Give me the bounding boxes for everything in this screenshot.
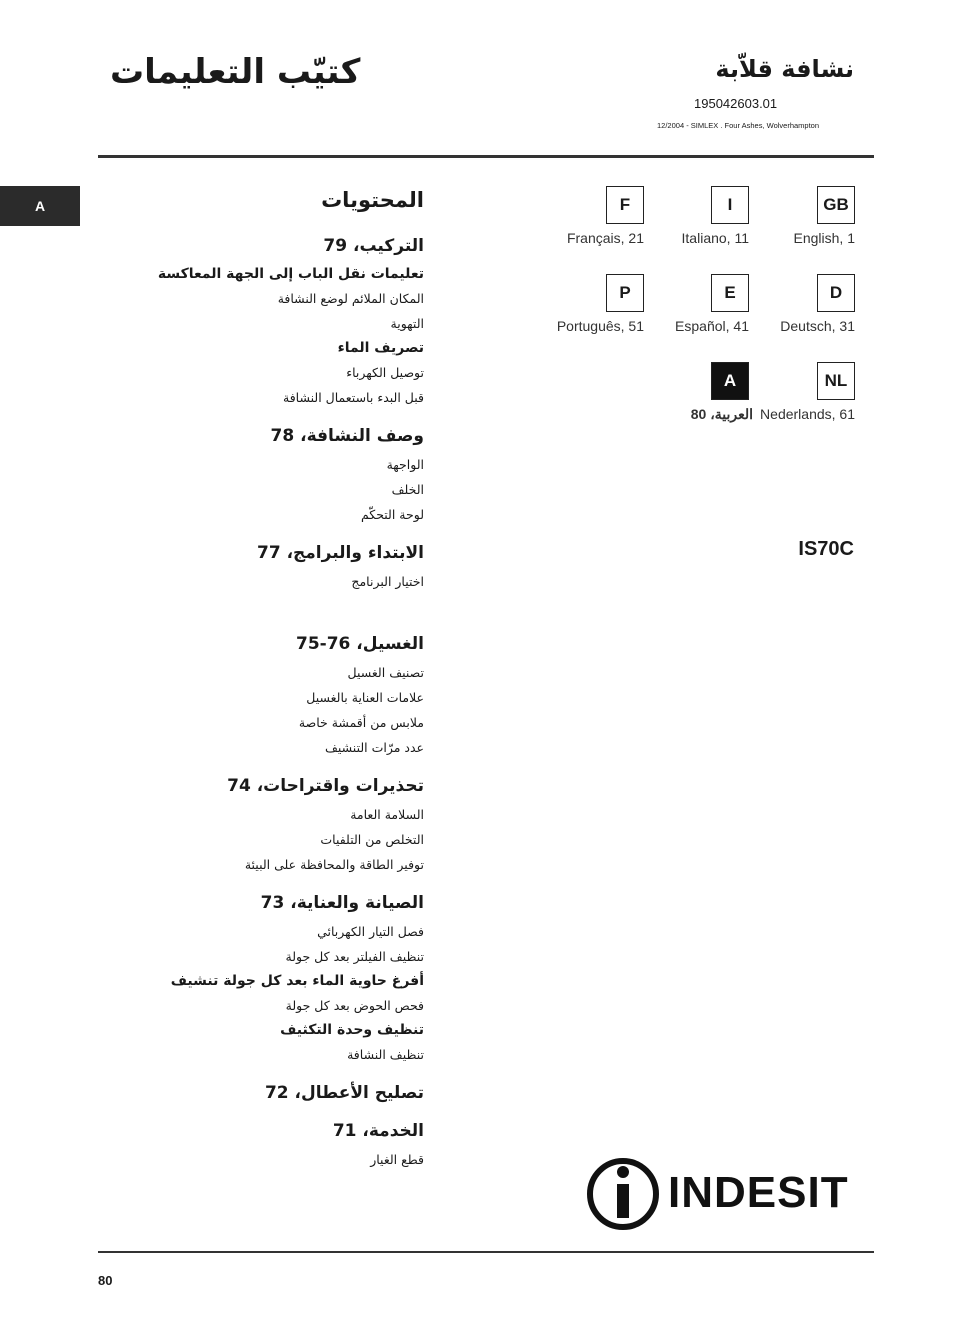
contents-section [94,1119,424,1172]
section-item: تنظيف وحدة التكثيف [280,1022,424,1038]
contents-section [94,891,424,1067]
product-title: نشافة قلاّبة [715,55,854,83]
page-number: 80 [98,1273,113,1288]
side-tab-label: A [34,198,46,214]
contents-section [94,774,424,877]
indesit-logo [585,1156,855,1232]
bottom-divider [98,1251,874,1253]
contents-section [94,632,424,760]
language-box-nl: NL [817,362,855,400]
section-heading: تصليح الأعطال، 72 [264,1083,424,1103]
section-item: قبل البدء باستعمال النشافة [283,390,424,405]
language-box-e: E [711,274,749,312]
section-item: التهوية [390,316,424,331]
language-box-i: I [711,186,749,224]
section-heading: التركيب، 79 [323,236,424,256]
section-item: تنظيف الفيلتر بعد كل جولة [285,949,424,964]
language-label: Deutsch, 31 [780,318,855,334]
section-item: ملابس من أقمشة خاصة [298,715,424,730]
language-box-a: A [711,362,749,400]
document-code: 195042603.01 [694,96,778,111]
section-item: توفير الطاقة والمحافظة على البيئة [244,857,424,872]
language-label: Nederlands, 61 [760,406,855,422]
section-item: علامات العناية بالغسيل [306,690,424,705]
section-heading: وصف النشافة، 78 [270,426,424,446]
contents-section [94,234,424,410]
top-divider [98,155,874,158]
language-label: Português, 51 [556,318,644,334]
section-heading: تحذيرات واقتراحات، 74 [227,776,424,796]
language-box-gb: GB [817,186,855,224]
language-box-f: F [606,186,644,224]
section-item: التخلص من التلفيات [320,832,424,847]
language-box-p: P [606,274,644,312]
language-side-tab [0,186,80,226]
section-item: لوحة التحكّم [360,507,424,522]
language-label: Español, 41 [675,318,749,334]
section-item: تنظيف النشافة [347,1047,424,1062]
contents-section [94,1081,424,1105]
language-label: Français, 21 [566,230,644,246]
brand-name: INDESIT [668,1168,849,1217]
imprint-line: 12/2004 - SIMLEX . Four Ashes, Wolverhampton [657,121,820,130]
language-label: English, 1 [793,230,855,246]
section-item: تصنيف الغسيل [347,665,424,680]
section-item: الخلف [391,482,424,497]
section-item: قطع الغيار [370,1152,424,1167]
section-heading: الخدمة، 71 [332,1121,424,1141]
section-item: توصيل الكهرباء [346,365,424,380]
section-item: أفرغ حاوية الماء بعد كل جولة تنشيف [170,973,424,989]
section-item: تصريف الماء [337,340,424,356]
table-of-contents [94,186,424,1186]
section-item: عدد مرّات التنشيف [324,740,424,755]
contents-section [94,541,424,618]
section-item: السلامة العامة [350,807,424,822]
section-item: فحص الحوض بعد كل جولة [285,998,424,1013]
contents-section [94,424,424,527]
language-label: Italiano, 11 [681,230,749,246]
manual-title: كتيّب التعليمات [110,52,361,92]
section-item: المكان الملائم لوضع النشافة [277,291,424,306]
contents-title: المحتويات [321,188,424,212]
section-heading: الصيانة والعناية، 73 [260,893,424,913]
section-item: الواجهة [386,457,424,472]
section-heading: الابتداء والبرامج، 77 [256,543,424,563]
indesit-logo-mark-icon [585,1156,661,1232]
language-box-d: D [817,274,855,312]
section-item: تعليمات نقل الباب إلى الجهة المعاكسة [157,266,424,282]
language-label: 80 ،العربية [690,406,753,422]
section-heading: الغسيل، 76-75 [295,634,424,654]
section-item: اختيار البرنامج [351,574,424,589]
section-item: فصل التيار الكهربائي [317,924,424,939]
model-number: IS70C [798,538,854,560]
